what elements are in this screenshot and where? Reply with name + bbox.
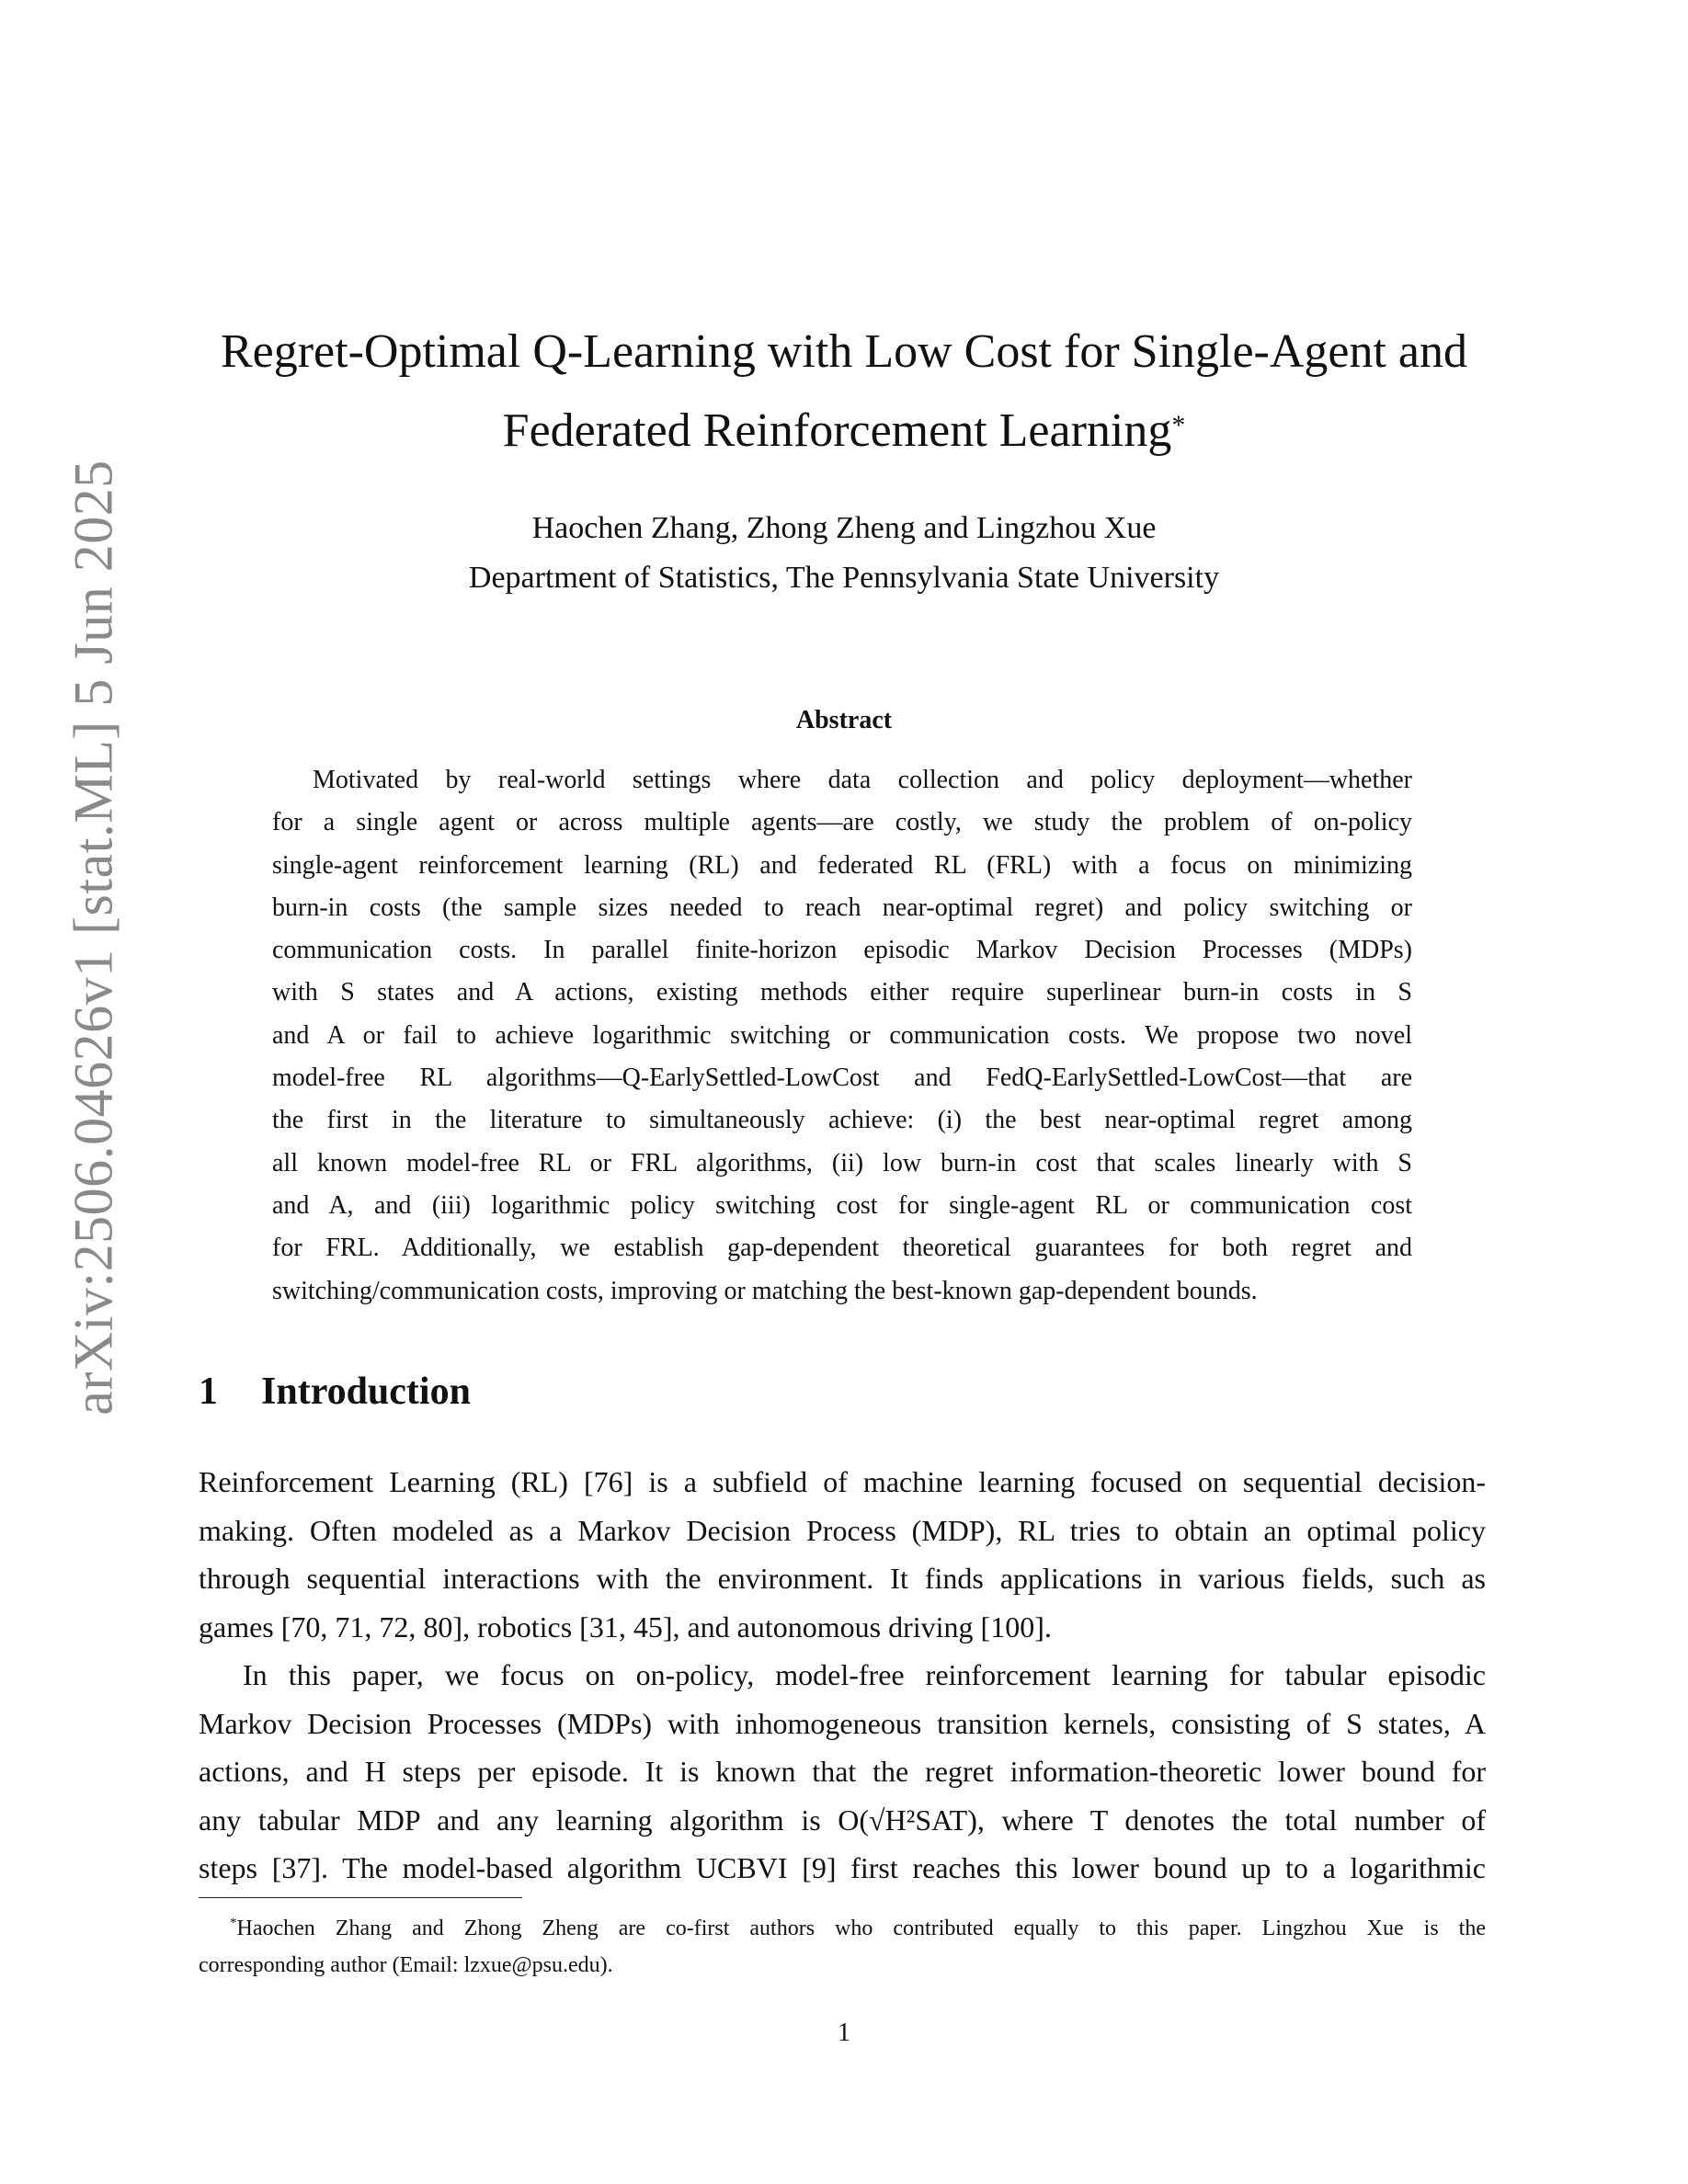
paragraph-line: making. Often modeled as a Markov Decision Process (MDP), RL tries to obtain an optimal policy <box>199 1513 1486 1547</box>
abstract-line: Motivated by real-world settings where data collection and policy deployment—whether <box>313 766 1412 794</box>
abstract-line: for FRL. Additionally, we establish gap-dependent theoretical guarantees for both regret and <box>272 1234 1412 1263</box>
abstract-line: the first in the literature to simultaneously achieve: (i) the best near-optimal regret among <box>272 1106 1412 1135</box>
paragraph-line: steps [37]. The model-based algorithm UCBVI [9] first reaches this lower bound up to a logarithmic <box>199 1851 1486 1884</box>
section-number: 1 <box>199 1371 218 1413</box>
footnote-rule <box>199 1897 522 1898</box>
paragraph-line: Markov Decision Processes (MDPs) with inhomogeneous transition kernels, consisting of S states, A <box>199 1706 1486 1740</box>
page-number: 1 <box>838 2019 850 2047</box>
abstract-line: model-free RL algorithms—Q-EarlySettled-LowCost and FedQ-EarlySettled-LowCost—that are <box>272 1064 1412 1093</box>
footnote <box>199 1905 1486 1984</box>
paper-title <box>200 313 1488 471</box>
footnote-text: Haochen Zhang and Zhong Zheng are co-first authors who contributed equally to this paper. Lingzhou Xue is the <box>236 1917 1486 1940</box>
intro-paragraph-1 <box>199 1458 1486 1651</box>
author-names: Haochen Zhang, Zhong Zheng and Lingzhou Xue <box>531 511 1157 545</box>
abstract-line: burn-in costs (the sample sizes needed to reach near-optimal regret) and policy switching or <box>272 893 1412 922</box>
footnote-mark: * <box>230 1916 237 1930</box>
abstract-line: for a single agent or across multiple agents—are costly, we study the problem of on-policy <box>272 808 1412 837</box>
abstract-line: switching/communication costs, improving or matching the best-known gap-dependent bounds. <box>272 1276 1258 1305</box>
footnote-line: corresponding author (Email: lzxue@psu.edu). <box>199 1953 613 1977</box>
paragraph-line: In this paper, we focus on on-policy, model-free reinforcement learning for tabular episodic <box>243 1658 1486 1691</box>
abstract-line: and A, and (iii) logarithmic policy switching cost for single-agent RL or communication cost <box>272 1190 1412 1220</box>
title-line-2 <box>200 392 1488 471</box>
abstract-line: communication costs. In parallel finite-horizon episodic Markov Decision Processes (MDPs) <box>272 936 1412 965</box>
paragraph-line: Reinforcement Learning (RL) [76] is a subfield of machine learning focused on sequential decision- <box>199 1465 1486 1498</box>
abstract-line: single-agent reinforcement learning (RL) and federated RL (FRL) with a focus on minimizing <box>272 850 1412 880</box>
footnote-line <box>199 1905 1486 1947</box>
abstract-line: and A or fail to achieve logarithmic switching or communication costs. We propose two novel <box>272 1020 1412 1050</box>
title-line-1: Regret-Optimal Q-Learning with Low Cost for Single-Agent and <box>220 325 1468 378</box>
arxiv-identifier: arXiv:2506.04626v1 [stat.ML] 5 Jun 2025 <box>63 460 124 1416</box>
intro-paragraph-2 <box>199 1651 1486 1893</box>
paragraph-line: through sequential interactions with the environment. It finds applications in various fields, such as <box>199 1562 1486 1595</box>
title-line-2-text: Federated Reinforcement Learning <box>502 404 1172 457</box>
abstract-body <box>272 759 1412 1313</box>
section-heading-introduction <box>199 1370 471 1414</box>
author-block <box>200 504 1488 603</box>
author-affiliation: Department of Statistics, The Pennsylvania State University <box>468 561 1220 595</box>
section-title: Introduction <box>261 1371 471 1413</box>
abstract-line: with S states and A actions, existing methods either require superlinear burn-in costs in S <box>272 978 1412 1007</box>
abstract-heading: Abstract <box>795 706 893 734</box>
title-footnote-mark: * <box>1171 410 1186 440</box>
abstract-line: all known model-free RL or FRL algorithms, (ii) low burn-in cost that scales linearly with S <box>272 1148 1412 1177</box>
paragraph-line: games [70, 71, 72, 80], robotics [31, 45], and autonomous driving [100]. <box>199 1610 1052 1644</box>
paragraph-line: actions, and H steps per episode. It is known that the regret information-theoretic lower bound for <box>199 1755 1486 1788</box>
paragraph-line: any tabular MDP and any learning algorithm is O(√H²SAT), where T denotes the total number of <box>199 1803 1486 1837</box>
